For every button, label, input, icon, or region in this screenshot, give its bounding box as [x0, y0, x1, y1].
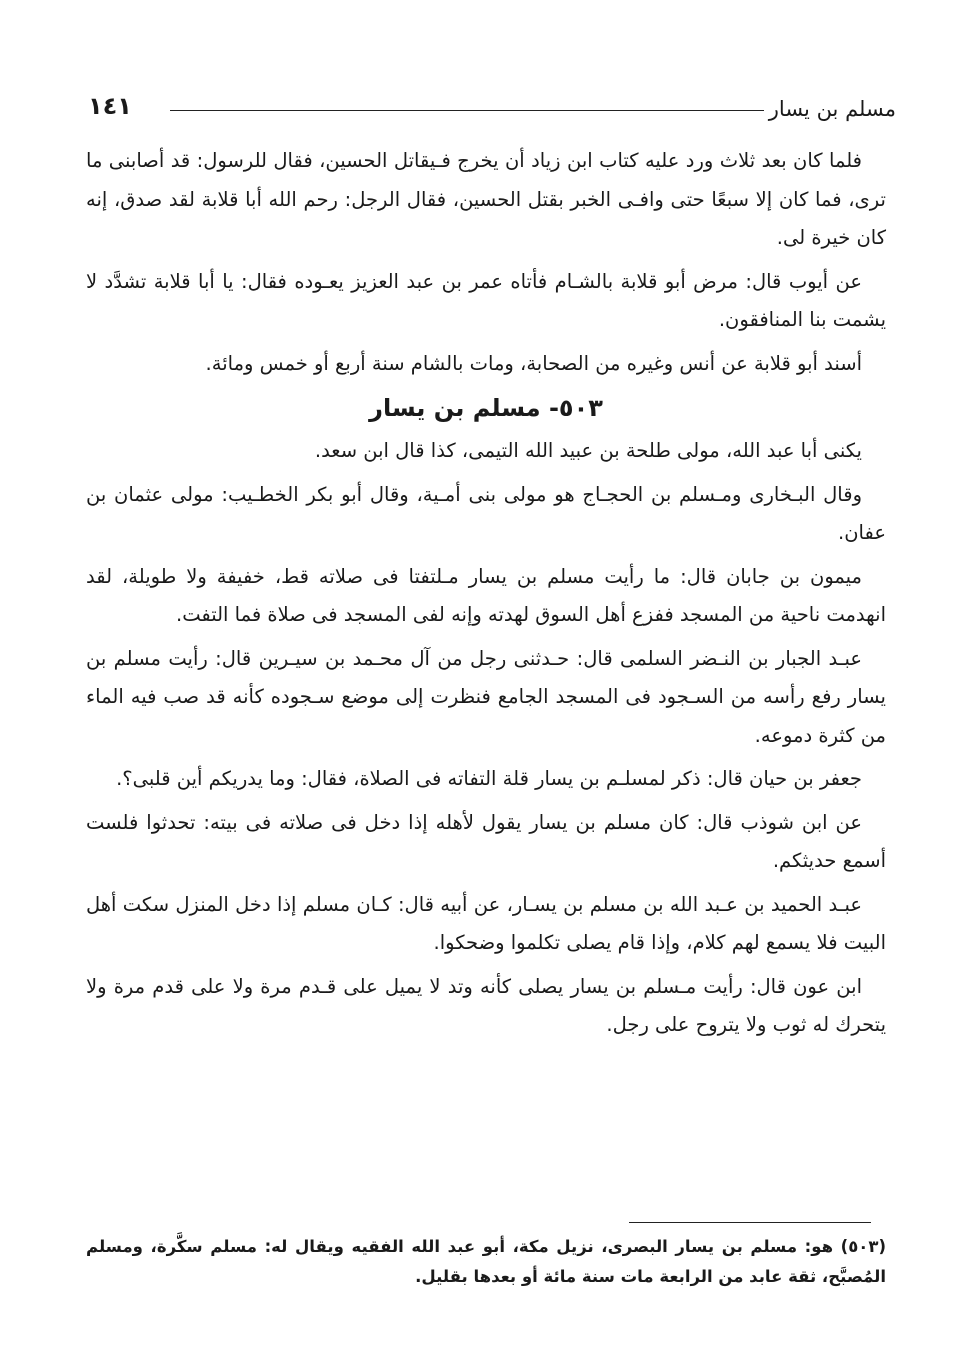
footnote: (٥٠٣) هو: مسلم بن يسار البصرى، نزيل مكة، أبو عبد الله الفقيه ويقال له: مسلم سكَّرة، ومسلم المُصبَّح، ثقة عابد من الرابعة مات سنة مائة أو بعدها بقليل. — [86, 1237, 886, 1286]
paragraph: عبـد الحميد بن عـبد الله بن مسلم بن يسـار، عن أبيه قال: كـان مسلم إذا دخل المنزل سكت أهل البيت فلا يسمع لهم كلام، وإذا قام يصلى تكلموا وضحكوا. — [86, 892, 886, 954]
header-rule — [170, 110, 764, 111]
paragraph: ابن عون قال: رأيت مـسلم بن يسار يصلى كأنه وتد لا يميل على قـدم مرة ولا على قدم مرة ولا يتحرك له ثوب ولا يتروح على رجل. — [86, 974, 886, 1036]
paragraph: وقال البـخارى ومـسلم بن الحجـاج هو مولى بنى أمـية، وقال أبو بكر الخطـيب: مولى عثمان بن عفان. — [86, 482, 886, 544]
paragraph: جعفر بن حيان قال: ذكر لمسلـم بن يسار قلة التفاته فى الصلاة، فقال: وما يدريكم أين قلبى؟. — [116, 767, 862, 790]
paragraph: ميمون بن جابان قال: ما رأيت مسلم بن يسار مـلتفتا فى صلاته قط، خفيفة ولا طويلة، لقد انهدمت ناحية من المسجد ففزع أهل السوق لهدته وإنه لفى المسجد فى صلاة فما التفت. — [86, 564, 886, 626]
paragraph: عن أيوب قال: مرض أبو قلابة بالشـام فأتاه عمر بن عبد العزيز يعـوده فقال: يا أبا قلابة تشدَّد لا يشمت بنا المنافقون. — [86, 269, 886, 331]
paragraph: فلما كان بعد ثلاث ورد عليه كتاب ابن زياد أن يخرج فـيقاتل الحسين، فقال للرسول: قد أصابنى ما ترى، فما كان إلا سبعًا حتى وافـى الخبر بقتل الحسين، فقال الرجل: رحم الله أبا قلابة لقد صدق، إنه كان خيرة لى. — [86, 149, 886, 249]
paragraph: عن ابن شوذب قال: كان مسلم بن يسار يقول لأهله إذا دخل فى صلاته فى بيته: تحدثوا فلست أسمع حديثكم. — [86, 810, 886, 872]
section-heading: ٥٠٣- مسلم بن يسار — [369, 394, 603, 422]
paragraph: أسند أبو قلابة عن أنس وغيره من الصحابة، ومات بالشام سنة أربع أو خمس ومائة. — [205, 351, 862, 375]
running-title: مسلم بن يسار — [768, 97, 896, 121]
page-header — [88, 92, 896, 126]
main-text — [86, 142, 886, 1050]
paragraph: عبـد الجبار بن النـضر السلمى قال: حـدثنى رجل من آل محـمد بن سيـرين قال: رأيت مسلم بن يسار رفع رأسه من السـجود فى المسجد الجامع فنظرت إلى موضع سـجوده كأنه قد صب فيه الماء من كثرة دموعه. — [86, 646, 886, 747]
paragraph: يكنى أبا عبد الله، مولى طلحة بن عبيد الله التيمى، كذا قال ابن سعد. — [314, 439, 862, 462]
page-number: ١٤١ — [88, 92, 132, 120]
footnotes — [86, 1232, 886, 1292]
footnote-rule — [629, 1222, 871, 1223]
